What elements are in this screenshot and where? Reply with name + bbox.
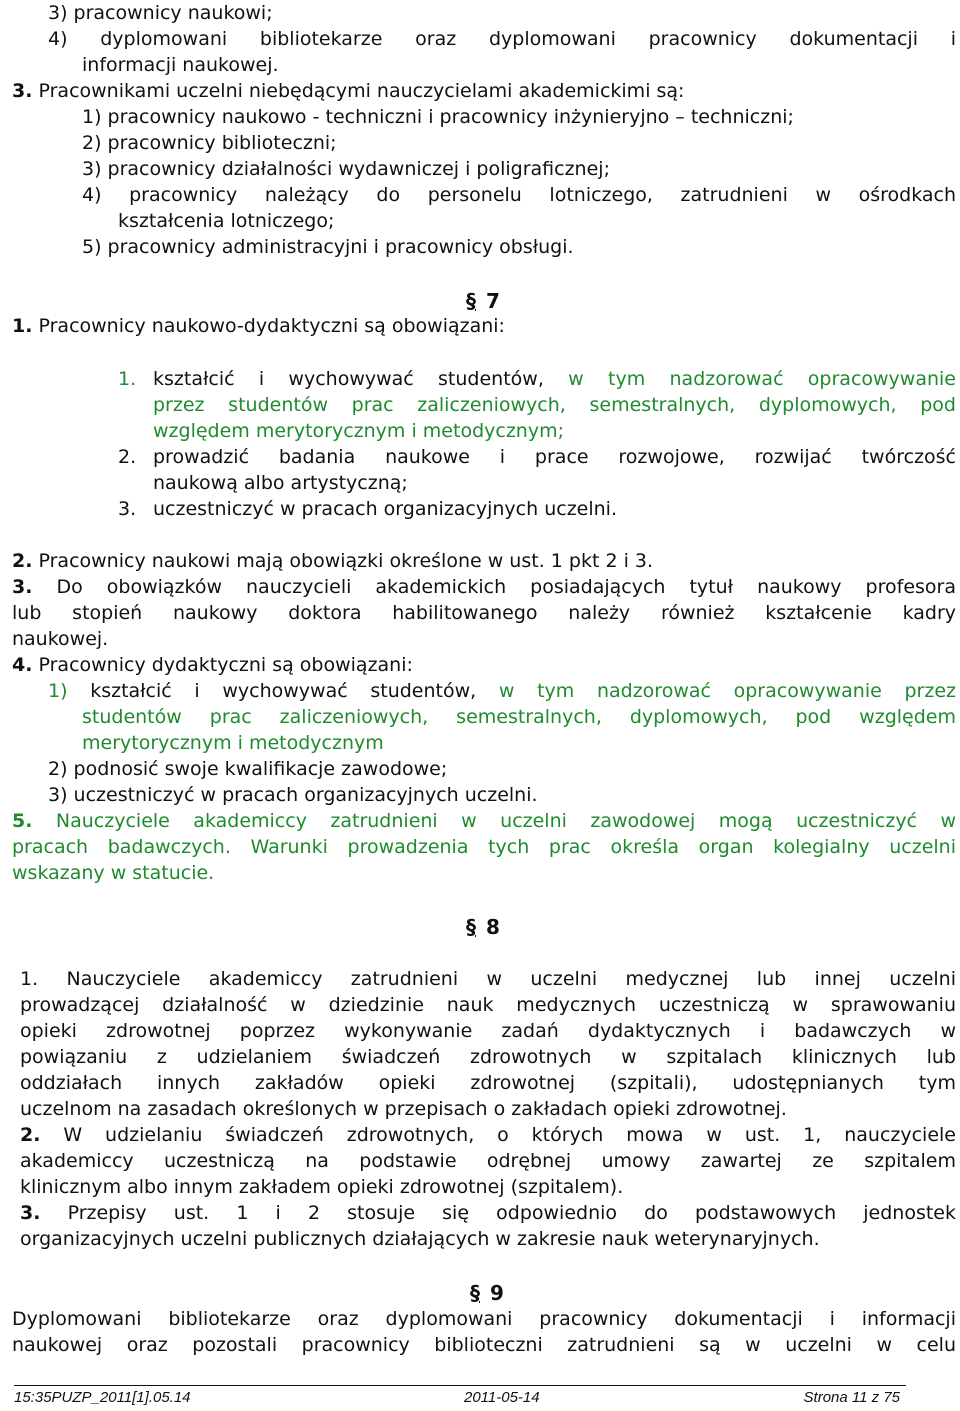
section-text: Pracownicy naukowi mają obowiązki określone w ust. 1 pkt 2 i 3. [32,550,654,572]
list-item: 1) kształcić i wychowywać studentów, w tym nadzorować opracowywanie przez [48,680,956,702]
section-text: Pracownicy naukowo-dydaktyczni są obowiązani: [32,315,505,337]
item-number: 1. [118,368,137,390]
section-number: 3. [20,1202,41,1224]
list-item: 2) pracownicy biblioteczni; [82,132,337,154]
section-number: 1. [12,315,33,337]
section-text-line: organizacyjnych uczelni publicznych działających w zakresie nauk weterynaryjnych. [20,1228,820,1250]
paragraph-number: 9 [490,1281,504,1305]
section-text-line: uczelnom na zasadach określonych w przepisach o zakładach opieki zdrowotnej. [20,1098,787,1120]
paragraph-number: 8 [486,915,500,939]
section-paragraph: 1. Nauczyciele akademiccy zatrudnieni w uczelni medycznej lub innej uczelni [20,968,956,990]
section-paragraph [12,313,505,339]
section-number: 4. [12,654,33,676]
list-item: 2) podnosić swoje kwalifikacje zawodowe; [48,758,448,780]
section-text-line: klinicznym albo innym zakładem opieki zdrowotnej (szpitalem). [20,1176,624,1198]
list-item: 1) pracownicy naukowo - techniczni i pracownicy inżynieryjno – techniczni; [82,106,794,128]
paragraph-heading [470,1280,504,1306]
section-paragraph [20,1200,956,1226]
section-text: W udzielaniu świadczeń zdrowotnych, o których mowa w ust. 1, nauczyciele [40,1124,956,1146]
section-paragraph [20,1122,956,1148]
list-item: uczestniczyć w pracach organizacyjnych uczelni. [153,498,617,520]
footer-page-number: Strona 11 z 75 [803,1389,900,1406]
page-footer [14,1385,906,1410]
section-text: Przepisy ust. 1 i 2 stosuje się odpowiednio do podstawowych jednostek [40,1202,956,1224]
section-sign: § [470,1281,480,1305]
section-text: Pracownicy dydaktyczni są obowiązani: [32,654,413,676]
list-item: kształcić i wychowywać studentów, w tym nadzorować opracowywanie [153,368,956,390]
item-number: 3. [118,498,137,520]
list-item-continuation: względem merytorycznym i metodycznym; [153,420,564,442]
paragraph-heading [466,914,500,940]
section-paragraph [12,548,653,574]
section-paragraph [12,652,413,678]
section-text-line: naukowej. [12,628,109,650]
section-text-line: akademiccy uczestniczą na podstawie odrębnej umowy zawartej ze szpitalem [20,1150,956,1172]
section-number: 5. [12,810,33,832]
list-item: 3) pracownicy działalności wydawniczej i poligraficznej; [82,158,610,180]
section-text-line: opieki zdrowotnej poprzez wykonywanie zadań dydaktycznych i badawczych w [20,1020,956,1042]
list-item-continuation: przez studentów prac zaliczeniowych, semestralnych, dyplomowych, pod [153,394,956,416]
list-item-continuation: naukową albo artystyczną; [153,472,408,494]
list-item: 3) pracownicy naukowi; [48,2,273,24]
section-paragraph [12,78,684,104]
list-item-continuation: merytorycznym i metodycznym [82,732,384,754]
list-item: 4) pracownicy należący do personelu lotniczego, zatrudnieni w ośrodkach [82,184,956,206]
section-number: 2. [12,550,33,572]
footer-date: 2011-05-14 [464,1389,540,1406]
section-text-line: wskazany w statucie. [12,862,215,884]
section-paragraph [12,574,956,600]
list-item: 4) dyplomowani bibliotekarze oraz dyplomowani pracownicy dokumentacji i [48,28,956,50]
section-text: Do obowiązków nauczycieli akademickich posiadających tytuł naukowy profesora [32,576,956,598]
section-sign: § [466,915,476,939]
section-text: Nauczyciele akademiccy zatrudnieni w uczelni zawodowej mogą uczestniczyć w [32,810,956,832]
section-text-line: powiązaniu z udzielaniem świadczeń zdrowotnych w szpitalach klinicznych lub [20,1046,956,1068]
section-text-line: prowadzącej działalność w dziedzinie nauk medycznych uczestniczą w sprawowaniu [20,994,956,1016]
list-item-continuation: informacji naukowej. [82,54,279,76]
section-text-line: lub stopień naukowy doktora habilitowanego należy również kształcenie kadry [12,602,956,624]
item-number: 2. [118,446,137,468]
section-sign: § [466,289,476,313]
list-item-continuation: kształcenia lotniczego; [118,210,335,232]
section-number: 3. [12,80,33,102]
footer-filename: 15:35PUZP_2011[1].05.14 [14,1389,191,1406]
section-text-line: pracach badawczych. Warunki prowadzenia tych prac określa organ kolegialny uczelni [12,836,956,858]
section-paragraph: Dyplomowani bibliotekarze oraz dyplomowani pracownicy dokumentacji i informacji [12,1308,956,1330]
list-item: prowadzić badania naukowe i prace rozwojowe, rozwijać twórczość [153,446,956,468]
list-item: 3) uczestniczyć w pracach organizacyjnych uczelni. [48,784,538,806]
list-item: 5) pracownicy administracyjni i pracownicy obsługi. [82,236,574,258]
section-number: 3. [12,576,33,598]
section-text-line: oddziałach innych zakładów opieki zdrowotnej (szpitali), udostępnianych tym [20,1072,956,1094]
section-text: Pracownikami uczelni niebędącymi nauczycielami akademickimi są: [32,80,685,102]
paragraph-number: 7 [486,289,500,313]
section-paragraph [12,808,956,834]
paragraph-heading [466,288,500,314]
section-number: 2. [20,1124,41,1146]
section-text-line: naukowej oraz pozostali pracownicy biblioteczni zatrudnieni są w uczelni w celu [12,1334,956,1356]
list-item-continuation: studentów prac zaliczeniowych, semestralnych, dyplomowych, pod względem [82,706,956,728]
